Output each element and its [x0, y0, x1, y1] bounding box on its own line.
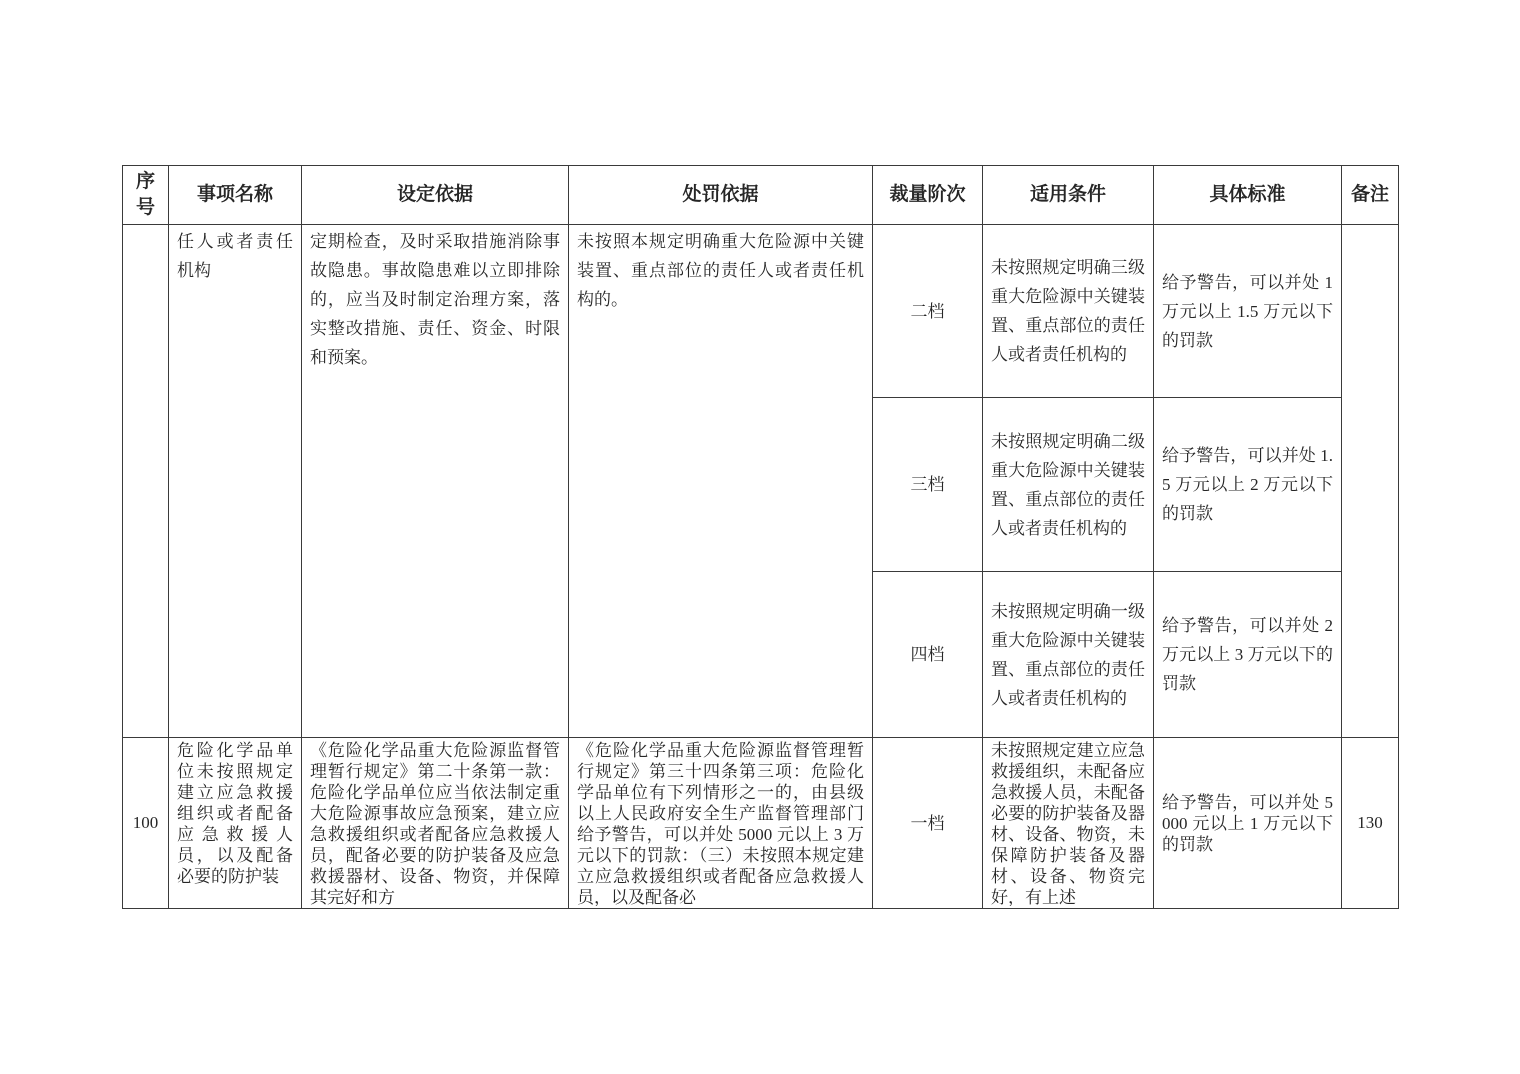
- header-item-name: 事项名称: [169, 166, 302, 225]
- row100-remark-cell: 130: [1342, 738, 1399, 909]
- row99-tier4-level-cell: 四档: [873, 572, 983, 738]
- row100-setting-basis-cell: [302, 738, 569, 909]
- table-row-100: [123, 738, 1399, 909]
- row100-tier1-condition-text: 未按照规定建立应急救援组织，未配备应急救援人员，未配备必要的防护装备及器材、设备、物资，未保障防护装备及器材、设备、物资完好，有上述: [991, 741, 1145, 906]
- header-specific-standard: 具体标准: [1154, 166, 1342, 225]
- row99-tier2-standard-cell: 给予警告，可以并处 1 万元以上 1.5 万元以下的罚款: [1154, 225, 1342, 398]
- row100-penalty-basis-cell: [569, 738, 873, 909]
- row99-tier4-standard-cell: 给予警告，可以并处 2 万元以上 3 万元以下的罚款: [1154, 572, 1342, 738]
- row100-penalty-basis-text: 《危险化学品重大危险源监督管理暂行规定》第三十四条第三项：危险化学品单位有下列情形之一的，由县级以上人民政府安全生产监督管理部门给予警告，可以并处 5000 元以上 3 万元以下的罚款：（三）未按照本规定建立应急救援组织或者配备应急救援人员，以及配备必: [577, 741, 864, 906]
- header-remark: 备注: [1342, 166, 1399, 225]
- row99-tier4-condition-cell: 未按照规定明确一级重大危险源中关键装置、重点部位的责任人或者责任机构的: [983, 572, 1154, 738]
- row99-seq-cell: [123, 225, 169, 738]
- header-applicable-condition: 适用条件: [983, 166, 1154, 225]
- row99-tier3-condition-cell: 未按照规定明确二级重大危险源中关键装置、重点部位的责任人或者责任机构的: [983, 398, 1154, 572]
- table-row-tier-2: [123, 225, 1399, 398]
- row100-tier1-condition-cell: [983, 738, 1154, 909]
- row100-tier1-level-cell: 一档: [873, 738, 983, 909]
- row99-item-name-cell: 任人或者责任机构: [169, 225, 302, 738]
- row100-setting-basis-text: 《危险化学品重大危险源监督管理暂行规定》第二十条第一款：危险化学品单位应当依法制定重大危险源事故应急预案，建立应急救援组织或者配备应急救援人员，配备必要的防护装备及应急救援器材、设备、物资，并保障其完好和方: [310, 741, 560, 906]
- header-discretion-tier: 裁量阶次: [873, 166, 983, 225]
- row99-tier3-level-cell: 三档: [873, 398, 983, 572]
- header-seq: 序号: [123, 166, 169, 225]
- row100-seq-cell: 100: [123, 738, 169, 909]
- penalty-discretion-table: [122, 165, 1399, 909]
- row100-item-name-text: 危险化学品单位未按照规定建立应急救援组织或者配备应急救援人员，以及配备必要的防护装: [177, 741, 293, 886]
- row99-penalty-basis-cell: 未按照本规定明确重大危险源中关键装置、重点部位的责任人或者责任机构的。: [569, 225, 873, 738]
- row99-tier3-standard-cell: 给予警告，可以并处 1.5 万元以上 2 万元以下的罚款: [1154, 398, 1342, 572]
- row100-tier1-standard-cell: 给予警告，可以并处 5000 元以上 1 万元以下的罚款: [1154, 738, 1342, 909]
- row99-remark-cell: [1342, 225, 1399, 738]
- row99-setting-basis-cell: 定期检查，及时采取措施消除事故隐患。事故隐患难以立即排除的，应当及时制定治理方案，落实整改措施、责任、资金、时限和预案。: [302, 225, 569, 738]
- header-setting-basis: 设定依据: [302, 166, 569, 225]
- row99-tier2-condition-cell: 未按照规定明确三级重大危险源中关键装置、重点部位的责任人或者责任机构的: [983, 225, 1154, 398]
- header-penalty-basis: 处罚依据: [569, 166, 873, 225]
- table-header-row: [123, 166, 1399, 225]
- row100-item-name-cell: [169, 738, 302, 909]
- row99-tier2-level-cell: 二档: [873, 225, 983, 398]
